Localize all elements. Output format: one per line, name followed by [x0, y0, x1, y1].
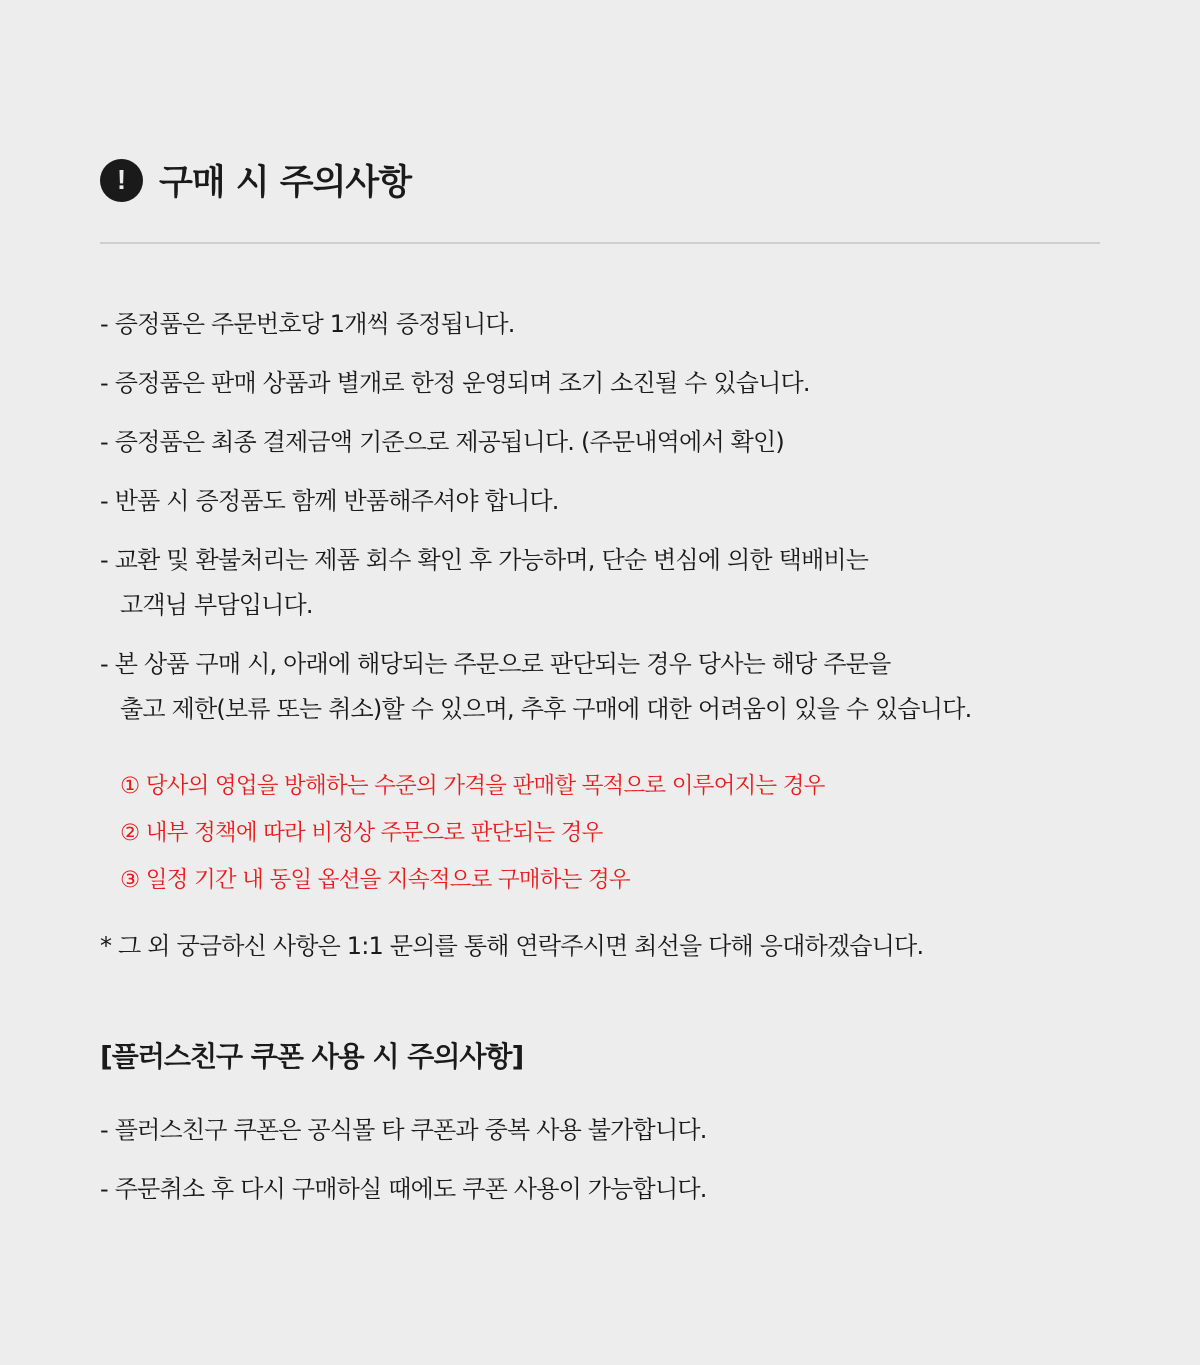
coupon-section-title: [플러스친구 쿠폰 사용 시 주의사항] — [100, 1040, 524, 1073]
notice-item: - 반품 시 증정품도 함께 반품해주셔야 합니다. — [100, 487, 559, 515]
notice-item: - 증정품은 최종 결제금액 기준으로 제공됩니다. (주문내역에서 확인) — [100, 428, 784, 456]
restriction-condition: ③ 일정 기간 내 동일 옵션을 지속적으로 구매하는 경우 — [120, 867, 630, 893]
coupon-notice-item: - 플러스친구 쿠폰은 공식몰 타 쿠폰과 중복 사용 불가합니다. — [100, 1116, 707, 1144]
contact-note: * 그 외 궁금하신 사항은 1:1 문의를 통해 연락주시면 최선을 다해 응대하겠습니다. — [100, 932, 924, 960]
header-divider — [100, 242, 1100, 244]
exclamation-icon: ! — [100, 159, 143, 202]
notice-header — [100, 155, 411, 205]
coupon-notice-item: - 주문취소 후 다시 구매하실 때에도 쿠폰 사용이 가능합니다. — [100, 1175, 707, 1203]
notice-title: 구매 시 주의사항 — [159, 163, 412, 203]
coupon-notice-list — [100, 1108, 707, 1226]
restriction-condition: ① 당사의 영업을 방해하는 수준의 가격을 판매할 목적으로 이루어지는 경우 — [120, 773, 825, 799]
notice-list — [100, 302, 1110, 746]
notice-item: - 교환 및 환불처리는 제품 회수 확인 후 가능하며, 단순 변심에 의한 택배비는 고객님 부담입니다. — [100, 546, 869, 619]
restriction-conditions-list — [120, 763, 825, 904]
notice-item: - 본 상품 구매 시, 아래에 해당되는 주문으로 판단되는 경우 당사는 해당 주문을 출고 제한(보류 또는 취소)할 수 있으며, 추후 구매에 대한 어려움이 있을 수 있습니다. — [100, 650, 972, 723]
restriction-condition: ② 내부 정책에 따라 비정상 주문으로 판단되는 경우 — [120, 820, 603, 846]
notice-item: - 증정품은 판매 상품과 별개로 한정 운영되며 조기 소진될 수 있습니다. — [100, 369, 810, 397]
notice-item: - 증정품은 주문번호당 1개씩 증정됩니다. — [100, 310, 515, 338]
